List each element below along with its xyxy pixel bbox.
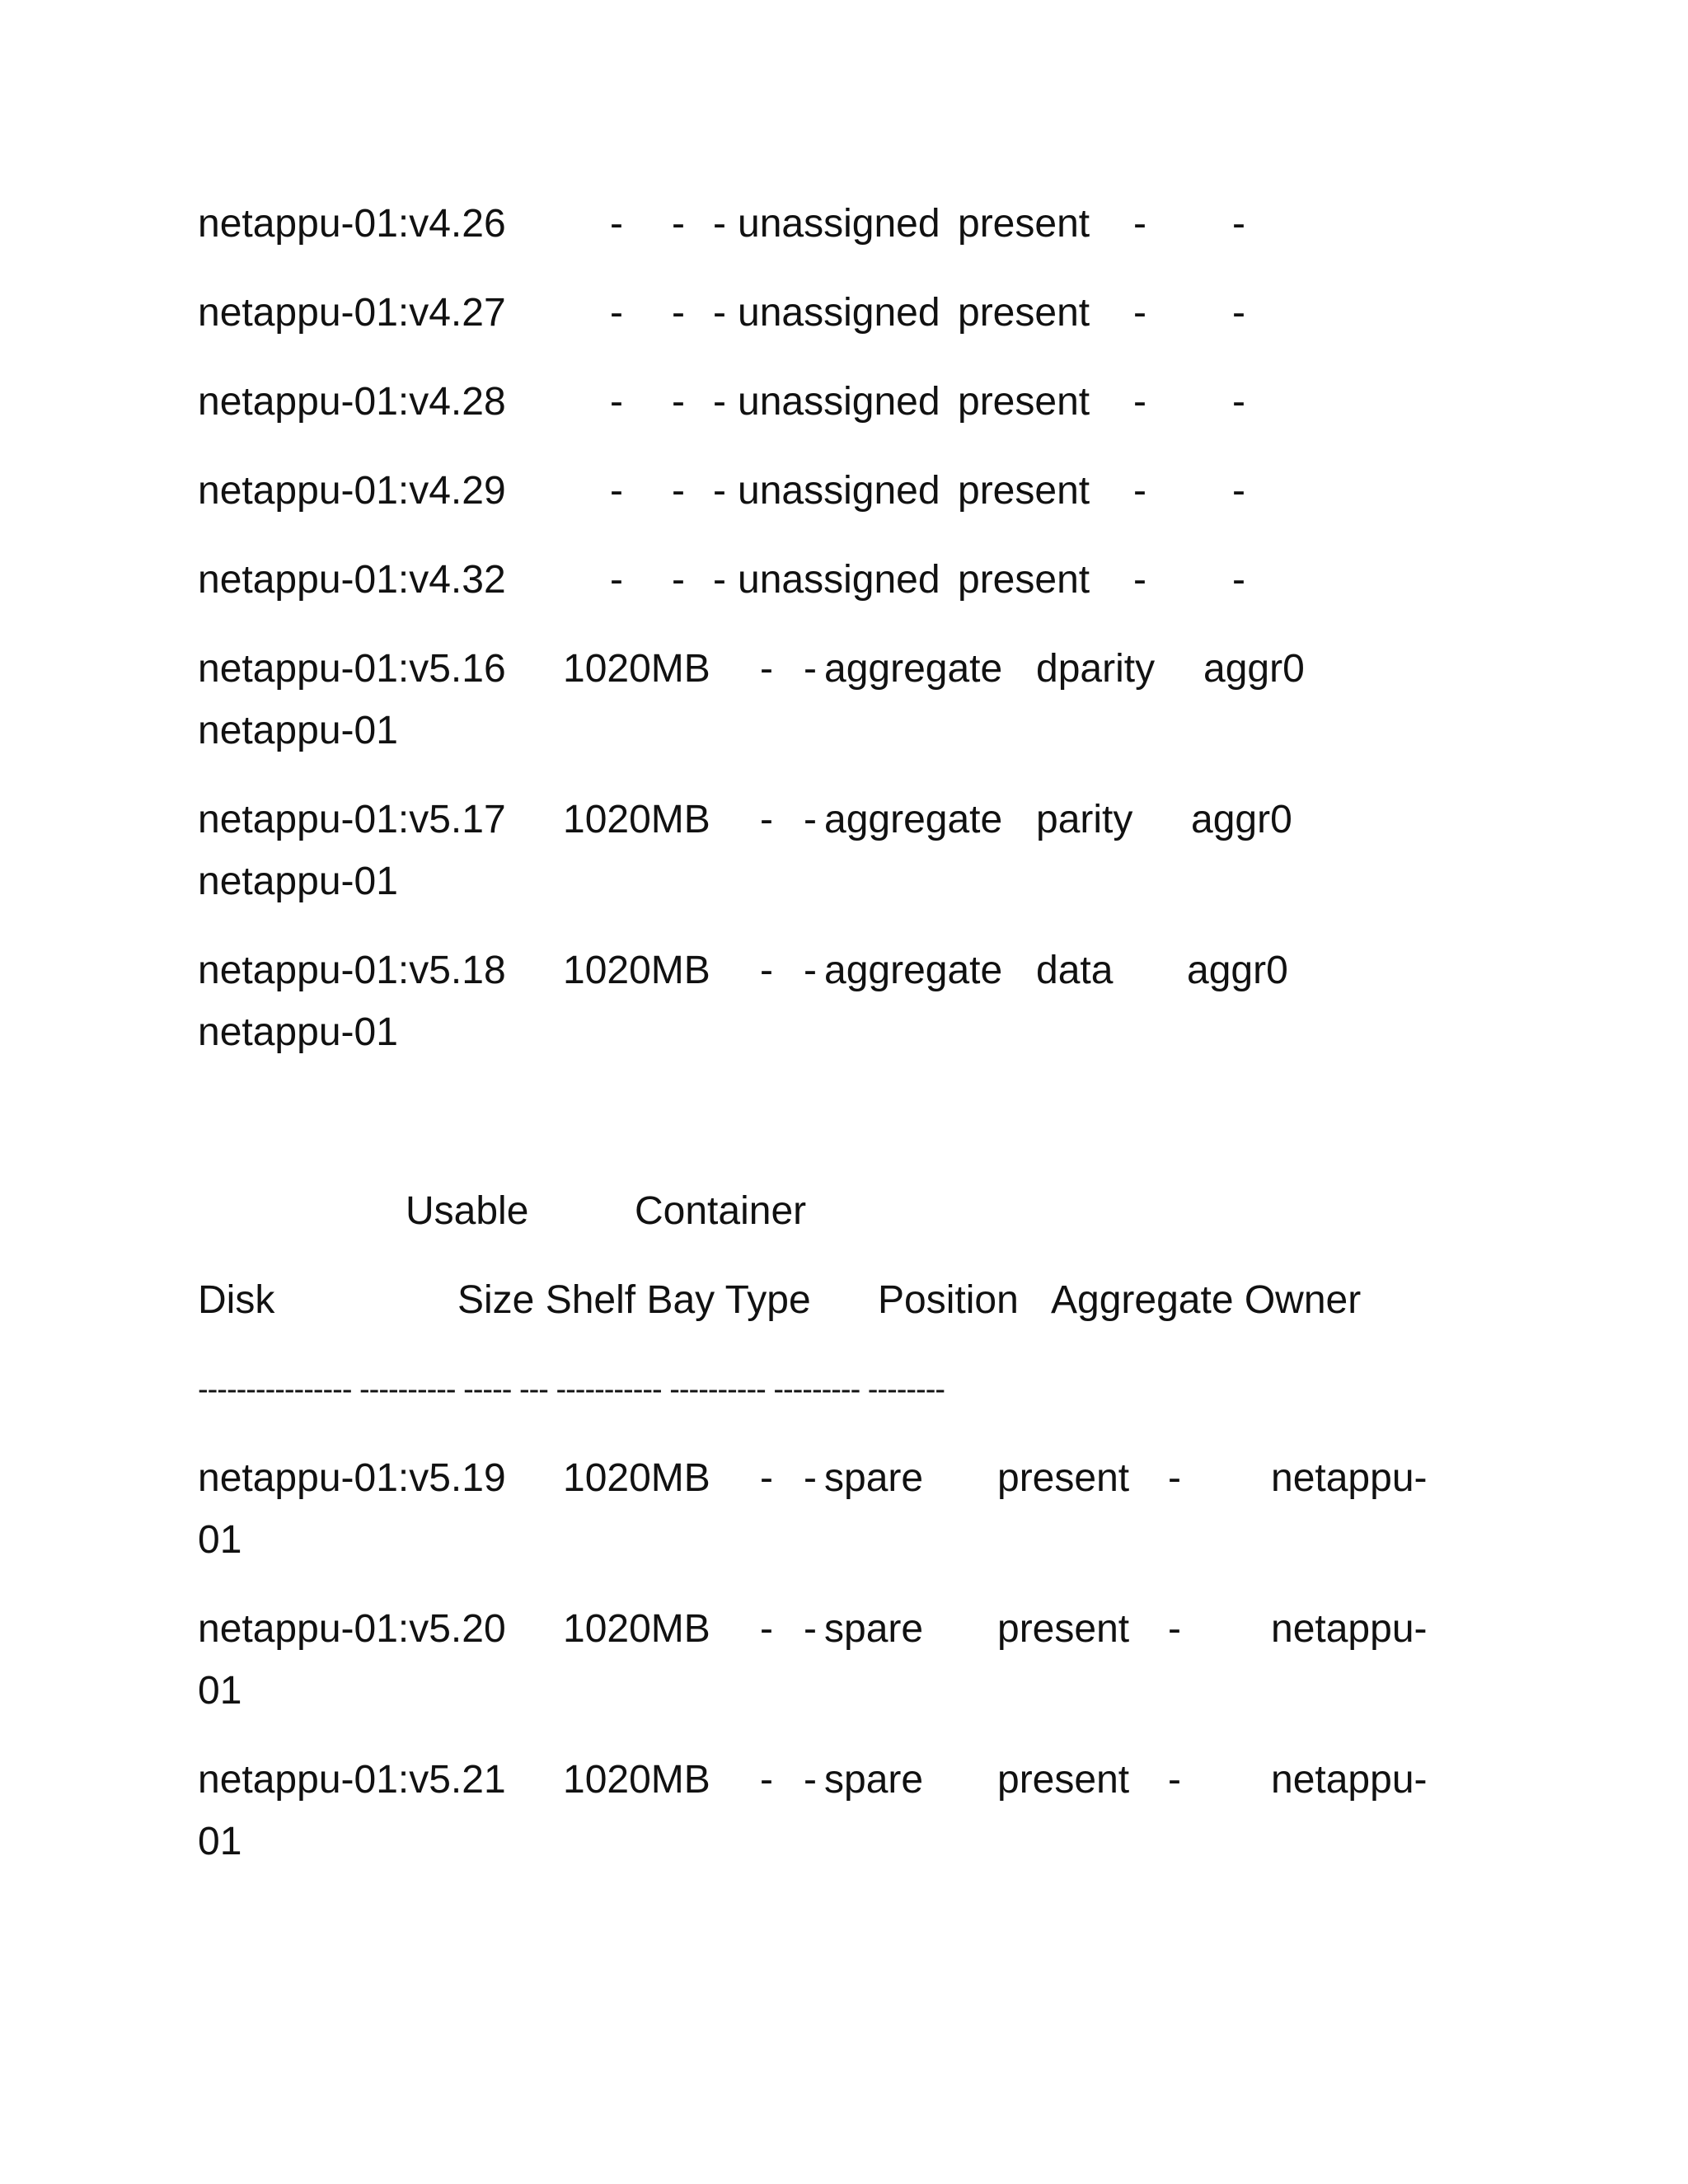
container-type: spare [824, 1456, 924, 1500]
owner-value-continued: 01 [198, 1518, 242, 1562]
aggregate-value: aggr0 [1187, 949, 1288, 992]
position-value: present [997, 1758, 1130, 1802]
table-row-continuation [198, 1008, 1484, 1057]
shelf-value: - [760, 647, 773, 691]
header-disk: Disk [198, 1278, 275, 1322]
owner-value: netappu-01 [198, 860, 398, 903]
aggregate-value: - [1133, 469, 1146, 513]
bay-value: - [672, 558, 685, 602]
aggregate-value: aggr0 [1203, 647, 1305, 691]
header-position: Position [878, 1278, 1019, 1322]
dash-value: - [713, 202, 726, 246]
aggregate-value: aggr0 [1191, 798, 1292, 841]
header-usable: Usable [406, 1189, 529, 1233]
table-row [198, 466, 1484, 516]
disk-name: netappu-01:v5.21 [198, 1758, 506, 1802]
table-row-continuation [198, 1516, 1484, 1565]
container-type: spare [824, 1607, 924, 1651]
disk-name: netappu-01:v4.26 [198, 202, 506, 246]
owner-value: - [1232, 202, 1245, 246]
aggregate-value: - [1168, 1758, 1181, 1802]
table-row [198, 1454, 1484, 1503]
shelf-value: - [760, 1758, 773, 1802]
position-value: present [958, 202, 1090, 246]
container-type: unassigned [738, 291, 940, 335]
owner-value: netappu- [1271, 1758, 1428, 1802]
position-value: parity [1036, 798, 1133, 841]
aggregate-value: - [1133, 380, 1146, 424]
container-type: aggregate [824, 949, 1003, 992]
shelf-value: - [610, 291, 623, 335]
owner-value: - [1232, 291, 1245, 335]
shelf-value: - [610, 380, 623, 424]
shelf-value: - [610, 558, 623, 602]
dash-value: - [713, 291, 726, 335]
bay-value: - [672, 202, 685, 246]
table-row [198, 795, 1484, 845]
aggregate-value: - [1168, 1607, 1181, 1651]
bay-value: - [672, 291, 685, 335]
header-row-1 [198, 1187, 1484, 1236]
table-row-continuation [198, 857, 1484, 907]
disk-name: netappu-01:v4.27 [198, 291, 506, 335]
disk-name: netappu-01:v4.28 [198, 380, 506, 424]
shelf-value: - [610, 469, 623, 513]
table-row [198, 377, 1484, 427]
table-row-continuation [198, 706, 1484, 756]
bay-value: - [804, 1456, 817, 1500]
container-type: unassigned [738, 469, 940, 513]
position-value: present [958, 291, 1090, 335]
container-type: unassigned [738, 558, 940, 602]
aggregate-value: - [1133, 291, 1146, 335]
usable-size: 1020MB [563, 798, 710, 841]
table-row [198, 555, 1484, 605]
table-row-continuation [198, 1666, 1484, 1716]
disk-name: netappu-01:v5.20 [198, 1607, 506, 1651]
shelf-value: - [760, 949, 773, 992]
usable-size: 1020MB [563, 1758, 710, 1802]
disk-name: netappu-01:v5.16 [198, 647, 506, 691]
usable-size: 1020MB [563, 1456, 710, 1500]
position-value: present [958, 558, 1090, 602]
aggregate-value: - [1133, 202, 1146, 246]
disk-name: netappu-01:v4.29 [198, 469, 506, 513]
table-row [198, 199, 1484, 249]
container-type: aggregate [824, 798, 1003, 841]
header-size-shelf-bay-type: Size Shelf Bay Type [457, 1278, 811, 1322]
aggregate-value: - [1133, 558, 1146, 602]
header-separator [198, 1365, 1484, 1414]
header-container: Container [635, 1189, 807, 1233]
shelf-value: - [760, 798, 773, 841]
owner-value: netappu-01 [198, 709, 398, 752]
usable-size: 1020MB [563, 647, 710, 691]
container-type: unassigned [738, 380, 940, 424]
container-type: spare [824, 1758, 924, 1802]
usable-size: 1020MB [563, 949, 710, 992]
position-value: present [958, 469, 1090, 513]
position-value: present [997, 1456, 1130, 1500]
bay-value: - [804, 647, 817, 691]
shelf-value: - [760, 1607, 773, 1651]
bay-value: - [804, 1607, 817, 1651]
owner-value: netappu- [1271, 1607, 1428, 1651]
table-row [198, 1605, 1484, 1654]
container-type: aggregate [824, 647, 1003, 691]
position-value: dparity [1036, 647, 1156, 691]
bay-value: - [672, 469, 685, 513]
bay-value: - [804, 1758, 817, 1802]
disk-name: netappu-01:v4.32 [198, 558, 506, 602]
owner-value: - [1232, 380, 1245, 424]
header-aggregate-owner: Aggregate Owner [1051, 1278, 1362, 1322]
owner-value-continued: 01 [198, 1669, 242, 1713]
table-row [198, 1755, 1484, 1805]
shelf-value: - [760, 1456, 773, 1500]
owner-value: - [1232, 558, 1245, 602]
separator-dashes: ---------------- ---------- ----- --- ----------- ---------- --------- -------- [198, 1372, 945, 1407]
bay-value: - [804, 798, 817, 841]
header-row-2 [198, 1276, 1484, 1325]
dash-value: - [713, 558, 726, 602]
owner-value: - [1232, 469, 1245, 513]
position-value: present [997, 1607, 1130, 1651]
dash-value: - [713, 380, 726, 424]
table-row [198, 946, 1484, 996]
table-row [198, 288, 1484, 338]
position-value: data [1036, 949, 1114, 992]
dash-value: - [713, 469, 726, 513]
container-type: unassigned [738, 202, 940, 246]
shelf-value: - [610, 202, 623, 246]
position-value: present [958, 380, 1090, 424]
bay-value: - [804, 949, 817, 992]
aggregate-value: - [1168, 1456, 1181, 1500]
disk-name: netappu-01:v5.17 [198, 798, 506, 841]
owner-value: netappu- [1271, 1456, 1428, 1500]
bay-value: - [672, 380, 685, 424]
disk-name: netappu-01:v5.19 [198, 1456, 506, 1500]
owner-value-continued: 01 [198, 1820, 242, 1863]
table-row [198, 644, 1484, 694]
table-row-continuation [198, 1817, 1484, 1867]
usable-size: 1020MB [563, 1607, 710, 1651]
disk-name: netappu-01:v5.18 [198, 949, 506, 992]
owner-value: netappu-01 [198, 1010, 398, 1054]
